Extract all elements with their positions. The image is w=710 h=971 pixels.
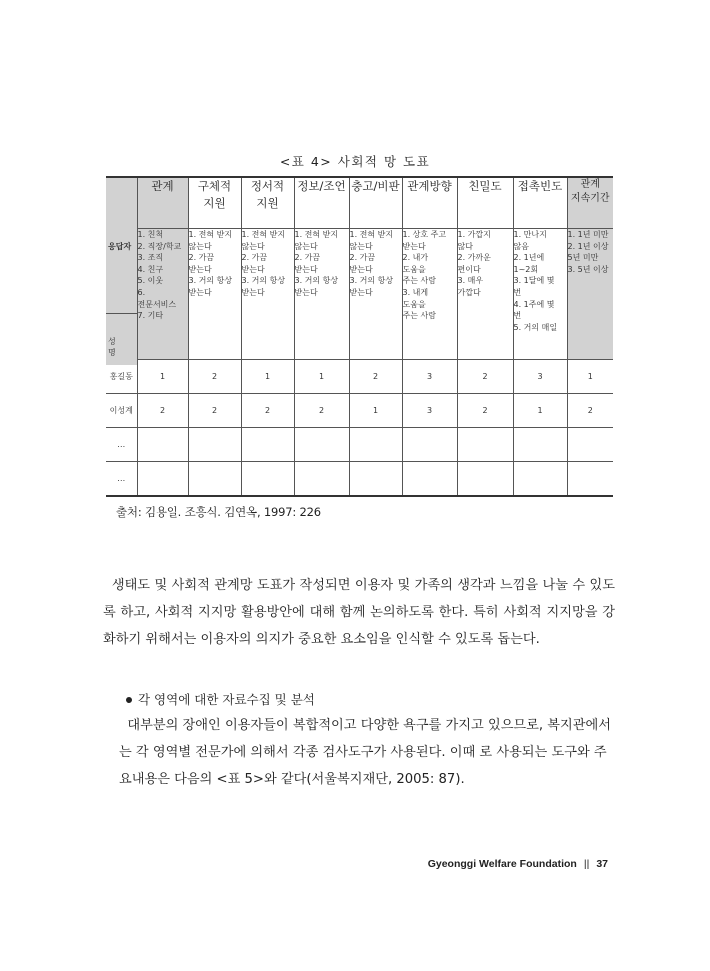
table-cell: 1 [513,394,567,428]
option-line: 7. 기타 [137,311,164,321]
header-concrete-support: 구체적 지원 [188,177,241,229]
table-cell: 2 [241,394,294,428]
body-paragraph-2-text: 대부분의 장애인 이용자들이 복합적이고 다양한 욕구를 가지고 있으므로, 복지관에서는 각 영역별 전문가에 의해서 각종 검사도구가 사용된다. 이때 로 사용되는 도구와 주요내용은 다음의 <표 5>와 같다(서울복지재단, 2005: 87). [119,718,611,787]
options-relation [137,229,188,360]
table-cell: 1 [349,394,402,428]
option-line: 2. 가끔 [294,253,321,263]
option-line: 1. 전혀 받지 [241,230,286,239]
options-criticism [349,229,402,360]
header-direction: 관계방향 [402,177,457,229]
table-row [106,394,613,428]
header-closeness: 친밀도 [457,177,513,229]
table-cell [513,462,567,497]
option-line: 4. 친구 [137,264,164,274]
header-duration: 관계 지속기간 [567,177,613,229]
options-duration [567,229,613,360]
table-cell: 2 [457,394,513,428]
option-line: 번 [513,287,522,297]
table-cell: 2 [294,394,349,428]
table-cell [294,428,349,462]
option-line: 5년 미만 [567,253,599,263]
table-cell: 2 [188,360,241,394]
option-line: 2. 내가 [402,253,429,263]
respondent-name: 이성계 [106,394,137,428]
options-closeness [457,229,513,360]
option-line: 않는다 [349,241,373,251]
table-caption: <표 4> 사회적 망 도표 [279,154,431,169]
body-paragraph-2 [119,712,613,793]
header-row [106,177,613,229]
table-cell: 2 [349,360,402,394]
option-line: 받는다 [402,241,426,251]
body-paragraph-1 [103,572,615,653]
option-line: 2. 직장/학교 [137,241,182,251]
option-line: 받는다 [188,264,212,274]
option-line: 3. 거의 항상 [294,276,339,286]
body-paragraph-1-text: 생태도 및 사회적 관계망 도표가 작성되면 이용자 및 가족의 생각과 느낌을 나눌 수 있도록 하고, 사회적 지지망 활용방안에 대해 함께 논의하도록 한다. 특히 사회적 지지망을 강화하기 위해서는 이용자의 의지가 중요한 요소임을 인식할 수 있도록 돕는다. [103,578,615,647]
option-line: 않는다 [294,241,318,251]
option-line: 않는다 [188,241,212,251]
table-cell [457,462,513,497]
table-cell: 1 [567,360,613,394]
option-line: 4. 1주에 몇 [513,299,555,309]
option-line: 전문서비스 [137,299,177,309]
bullet-dot-icon [126,697,132,703]
option-line: 2. 가끔 [349,253,376,263]
table-cell: 2 [457,360,513,394]
table-cell [241,462,294,497]
option-line: 받는다 [294,287,318,297]
table-cell: 2 [137,394,188,428]
table-cell: 1 [241,360,294,394]
table-cell [567,428,613,462]
option-line: 편이다 [457,264,481,274]
options-concrete-support [188,229,241,360]
option-line: 주는 사람 [402,276,436,286]
table-row [106,462,613,497]
option-line: 5. 거의 매일 [513,322,558,332]
respondent-name: 홍길동 [106,360,137,394]
option-line: 3. 1달에 몇 [513,276,555,286]
row-label-respondent: 응답자 [108,242,132,251]
option-line: 가깝다 [457,287,481,297]
table-cell [188,428,241,462]
table-cell [349,428,402,462]
option-line: 1~2회 [513,264,539,274]
option-line: 2. 가끔 [241,253,268,263]
table-cell: 3 [402,360,457,394]
option-line: 1. 상호 주고 [402,230,447,239]
options-direction [402,229,457,360]
footer-org: Gyeonggi Welfare Foundation [427,858,577,870]
option-line: 3. 매우 [457,276,484,286]
option-line: 1. 전혀 받지 [188,230,233,239]
option-line: 않는다 [241,241,265,251]
table-cell [349,462,402,497]
option-line: 않음 [513,241,529,251]
social-network-table [106,176,613,497]
table-cell [402,428,457,462]
option-line: 5. 이웃 [137,276,164,286]
option-line: 1. 만나지 [513,230,547,239]
option-line: 받는다 [241,264,265,274]
bullet-heading [126,690,315,708]
table-cell [567,462,613,497]
respondent-name: … [106,462,137,497]
option-line: 3. 내게 [402,287,429,297]
option-line: 도움을 [402,299,426,309]
option-line: 2. 1년 이상 [567,241,609,251]
option-line: 1. 1년 미만 [567,230,609,239]
header-relation: 관계 [137,177,188,229]
bullet-heading-text: 각 영역에 대한 자료수집 및 분석 [138,692,315,707]
footer-separator: || [583,858,590,870]
table-cell: 2 [567,394,613,428]
option-line: 2. 가까운 [457,253,491,263]
option-line: 받는다 [188,287,212,297]
option-line: 3. 조직 [137,253,164,263]
header-criticism: 충고/비판 [349,177,402,229]
table-cell [457,428,513,462]
header-info-advice: 정보/조언 [294,177,349,229]
option-line: 1. 전혀 받지 [294,230,339,239]
table-cell [241,428,294,462]
table-cell: 3 [513,360,567,394]
header-contact-frequency: 접촉빈도 [513,177,567,229]
respondent-name: … [106,428,137,462]
table-cell [402,462,457,497]
option-line: 받는다 [349,287,373,297]
option-line: 받는다 [294,264,318,274]
table-source: 출처: 김용일. 조흥식. 김연옥, 1997: 226 [116,505,321,519]
option-line: 3. 거의 항상 [349,276,394,286]
option-line: 1. 전혀 받지 [349,230,394,239]
option-line: 않다 [457,241,473,251]
table-cell [513,428,567,462]
table-cell [188,462,241,497]
option-line: 3. 거의 항상 [241,276,286,286]
table-row [106,428,613,462]
table-cell [137,462,188,497]
table-row [106,360,613,394]
table-cell [137,428,188,462]
page-number: 37 [596,858,608,870]
header-emotional-support: 정서적 지원 [241,177,294,229]
table-cell: 3 [402,394,457,428]
option-line: 3. 5년 이상 [567,264,609,274]
option-line: 받는다 [241,287,265,297]
options-info-advice [294,229,349,360]
option-line: 주는 사람 [402,311,436,321]
option-line: 1. 친척 [137,230,164,239]
row-label-name: 성 명 [108,337,120,357]
option-line: 2. 가끔 [188,253,215,263]
option-line: 번 [513,311,522,321]
options-emotional-support [241,229,294,360]
options-contact-frequency [513,229,567,360]
table-cell: 1 [294,360,349,394]
options-row [106,229,613,360]
table-cell: 2 [188,394,241,428]
option-line: 6. [137,287,146,297]
table-cell: 1 [137,360,188,394]
row-label-name-area [106,313,137,365]
option-line: 받는다 [349,264,373,274]
option-line: 2. 1년에 [513,253,545,263]
option-line: 3. 거의 항상 [188,276,233,286]
page-footer [428,858,608,870]
table-cell [294,462,349,497]
option-line: 도움을 [402,264,426,274]
option-line: 1. 가깝지 [457,230,491,239]
